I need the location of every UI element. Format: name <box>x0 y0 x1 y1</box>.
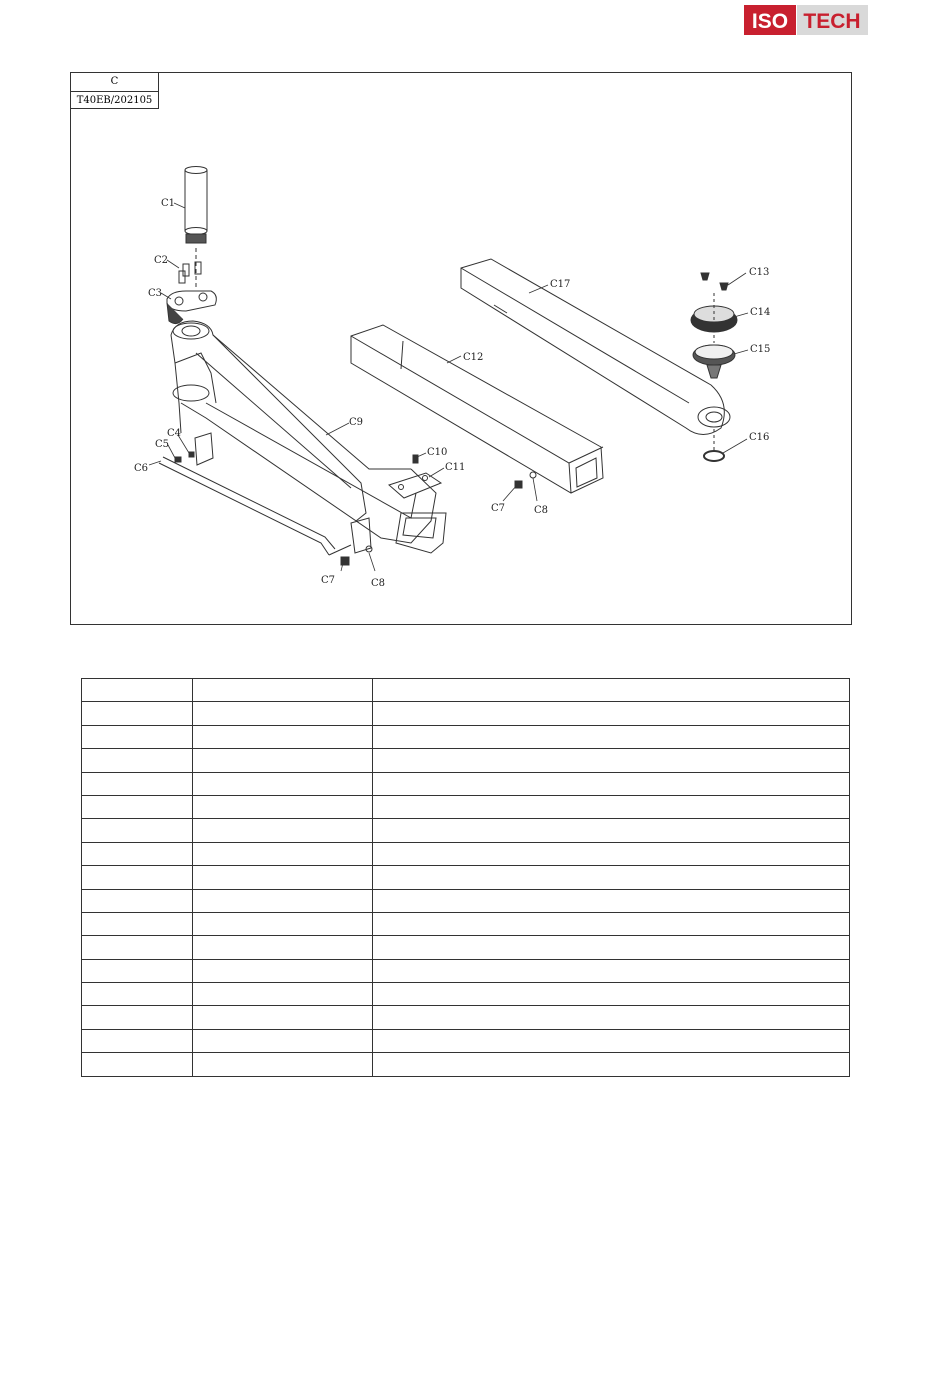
table-row <box>82 702 850 725</box>
table-cell <box>82 912 193 935</box>
table-cell <box>192 1053 372 1076</box>
part-c13-screws <box>701 273 728 290</box>
logo-left-text: ISO <box>751 10 789 33</box>
table-row <box>82 889 850 912</box>
table-row <box>82 912 850 935</box>
part-labels <box>134 198 770 589</box>
label-c8-lower: C8 <box>371 578 386 589</box>
table-cell <box>192 936 372 959</box>
table-cell <box>372 795 849 818</box>
table-cell <box>82 679 193 702</box>
table-cell <box>192 749 372 772</box>
table-cell <box>82 866 193 889</box>
table-row <box>82 749 850 772</box>
table-cell <box>82 702 193 725</box>
label-c9: C9 <box>349 417 364 428</box>
table-cell <box>192 959 372 982</box>
label-c3: C3 <box>148 288 163 299</box>
table-cell <box>372 912 849 935</box>
exploded-view-drawing <box>71 73 853 626</box>
table-cell <box>372 679 849 702</box>
table-row <box>82 725 850 748</box>
table-cell <box>192 1029 372 1052</box>
label-c7-lower: C7 <box>321 575 336 586</box>
table-cell <box>82 1006 193 1029</box>
label-c16: C16 <box>749 432 770 443</box>
part-c3-bracket <box>167 291 216 324</box>
table-row <box>82 959 850 982</box>
parts-table <box>81 678 850 1077</box>
part-c14-cap <box>691 293 737 343</box>
table-cell <box>82 1029 193 1052</box>
table-cell <box>82 983 193 1006</box>
table-cell <box>192 772 372 795</box>
table-cell <box>372 1053 849 1076</box>
table-cell <box>192 1006 372 1029</box>
table-cell <box>82 749 193 772</box>
table-cell <box>192 866 372 889</box>
table-row <box>82 819 850 842</box>
table-row <box>82 1006 850 1029</box>
label-c5: C5 <box>155 439 170 450</box>
table-cell <box>82 819 193 842</box>
table-cell <box>372 772 849 795</box>
table-row <box>82 936 850 959</box>
table-cell <box>372 1029 849 1052</box>
table-cell <box>82 1053 193 1076</box>
table-cell <box>82 772 193 795</box>
exploded-view-frame <box>70 72 852 625</box>
label-c10: C10 <box>427 447 448 458</box>
table-cell <box>372 819 849 842</box>
label-c17: C17 <box>550 279 571 290</box>
part-c7-c8-middle <box>515 472 536 488</box>
table-cell <box>82 842 193 865</box>
logo-right-text: TECH <box>803 10 861 33</box>
table-cell <box>372 1006 849 1029</box>
title-block-drawing-no: T40EB/202105 <box>76 95 153 106</box>
table-row <box>82 795 850 818</box>
label-c6: C6 <box>134 463 149 474</box>
table-cell <box>372 936 849 959</box>
table-row <box>82 842 850 865</box>
part-c7-c8-lower <box>341 518 372 565</box>
table-cell <box>372 702 849 725</box>
table-cell <box>372 725 849 748</box>
table-cell <box>192 912 372 935</box>
part-c6-rod <box>159 457 351 555</box>
table-cell <box>192 679 372 702</box>
table-cell <box>192 795 372 818</box>
table-cell <box>372 749 849 772</box>
label-c12: C12 <box>463 352 484 363</box>
table-cell <box>192 842 372 865</box>
part-c10-c11-plate <box>389 455 441 498</box>
label-c4: C4 <box>167 428 182 439</box>
table-cell <box>82 959 193 982</box>
table-cell <box>192 819 372 842</box>
part-c2-bolts <box>179 262 201 283</box>
label-c14: C14 <box>750 307 771 318</box>
table-cell <box>372 842 849 865</box>
table-cell <box>82 936 193 959</box>
part-c17-arm <box>461 259 730 435</box>
part-c9-handle-frame <box>171 321 446 553</box>
part-c12-arm <box>351 325 603 493</box>
table-cell <box>82 889 193 912</box>
table-row <box>82 1029 850 1052</box>
table-cell <box>82 725 193 748</box>
table-row <box>82 866 850 889</box>
title-block-section: C <box>71 73 158 92</box>
table-cell <box>192 702 372 725</box>
title-block <box>71 73 159 109</box>
label-c15: C15 <box>750 344 771 355</box>
label-c13: C13 <box>749 267 770 278</box>
leader-lines <box>149 203 748 571</box>
table-cell <box>372 889 849 912</box>
label-c2: C2 <box>154 255 169 266</box>
table-cell <box>192 725 372 748</box>
table-row <box>82 983 850 1006</box>
table-cell <box>82 795 193 818</box>
table-row <box>82 679 850 702</box>
label-c1: C1 <box>161 198 176 209</box>
table-cell <box>372 866 849 889</box>
label-c11: C11 <box>445 462 466 473</box>
table-cell <box>372 983 849 1006</box>
isotech-logo <box>744 5 868 35</box>
table-row <box>82 1053 850 1076</box>
table-cell <box>372 959 849 982</box>
label-c8-middle: C8 <box>534 505 549 516</box>
parts-table-body <box>82 679 850 1077</box>
part-c1-pin <box>185 167 207 289</box>
label-c7-middle: C7 <box>491 503 506 514</box>
table-cell <box>192 889 372 912</box>
table-cell <box>192 983 372 1006</box>
table-row <box>82 772 850 795</box>
part-c15-disc <box>693 345 735 378</box>
